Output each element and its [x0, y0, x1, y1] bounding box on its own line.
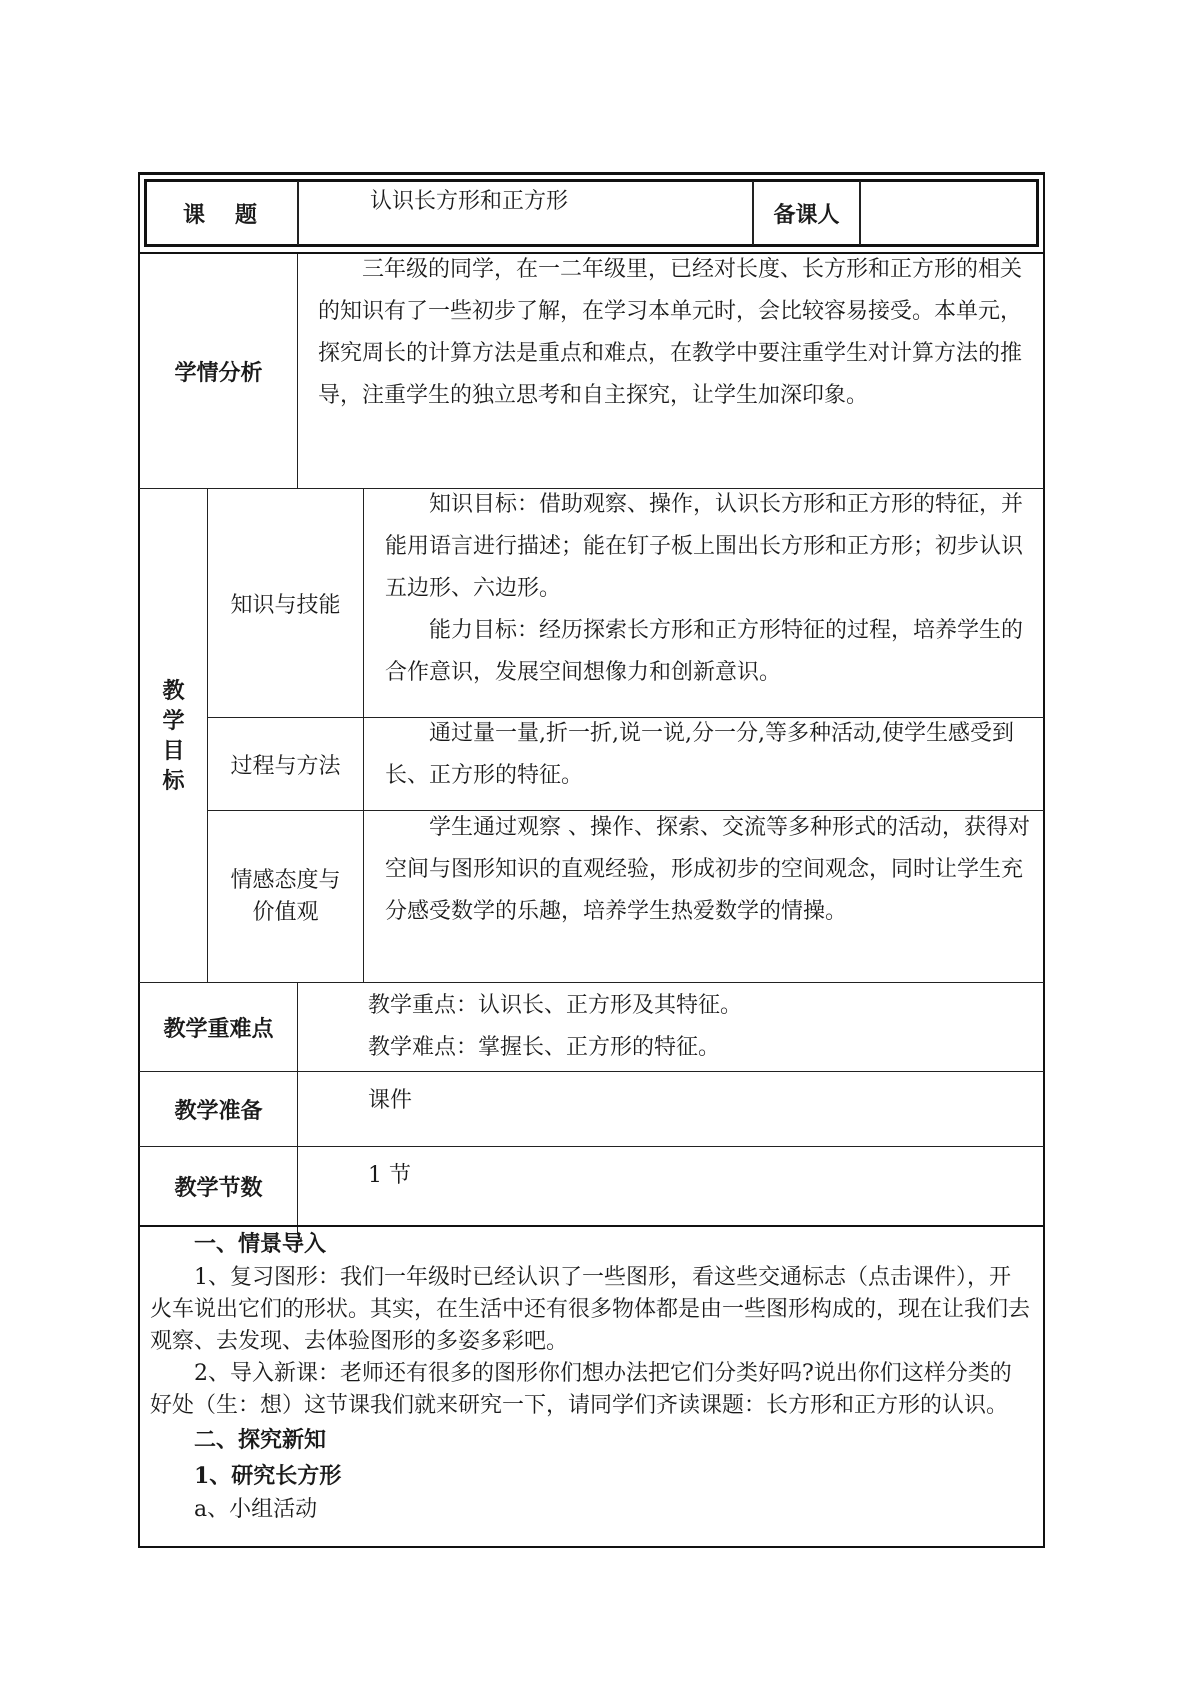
analysis-text: 三年级的同学，在一二年级里，已经对长度、长方形和正方形的相关的知识有了一些初步了解，在学习本单元时，会比较容易接受。本单元，探究周长的计算方法是重点和难点，在教学中要注重学生对计算方法的推导，注重学生的独立思考和自主探究，让学生加深印象。	[318, 257, 1023, 408]
process-method-label: 过程与方法	[230, 753, 341, 779]
body-paragraph: 1、复习图形：我们一年级时已经认识了一些图形，看这些交通标志（点击课件），开火车说出它们的形状。其实，在生活中还有很多物体都是由一些图形构成的，现在让我们去观察、去发现、去体验图形的多姿多彩吧。	[150, 1265, 1031, 1354]
body-paragraph: a、小组活动	[194, 1497, 318, 1522]
preparer-label: 备课人	[773, 201, 840, 228]
goals-label: 教 学 目 标	[162, 677, 185, 794]
process-method-text: 通过量一量,折一折,说一说,分一分,等多种活动,使学生感受到长、正方形的特征。	[385, 721, 1014, 788]
key-point-difficulty: 教学难点：掌握长、正方形的特征。	[368, 1035, 721, 1060]
key-point-focus: 教学重点：认识长、正方形及其特征。	[368, 993, 743, 1018]
lesson-body	[150, 1226, 1030, 1526]
knowledge-skills-text: 知识目标：借助观察、操作，认识长方形和正方形的特征，并能用语言进行描述；能在钉子板上围出长方形和正方形；初步认识五边形、六边形。 能力目标：经历探索长方形和正方形特征的过程，培养学生的合作意识，发展空间想像力和创新意识。	[385, 492, 1024, 685]
key-points-text	[368, 985, 1028, 1069]
knowledge-skills-label: 知识与技能	[230, 592, 341, 618]
periods-value: 1 节	[368, 1163, 411, 1188]
section-heading-intro: 一、情景导入	[194, 1231, 327, 1257]
topic-value: 认识长方形和正方形	[370, 189, 569, 214]
preparation-value: 课件	[368, 1088, 413, 1113]
periods-label: 教学节数	[174, 1174, 263, 1201]
emotion-values-label: 情感态度与 价值观	[230, 867, 341, 925]
emotion-values-text: 学生通过观察 、操作、探索、交流等多种形式的活动，获得对空间与图形知识的直观经验，形成初步的空间观念，同时让学生充分感受数学的乐趣，培养学生热爱数学的情操。	[385, 815, 1030, 924]
subsection-heading: 1、研究长方形	[194, 1463, 342, 1489]
body-paragraph: 2、导入新课：老师还有很多的图形你们想办法把它们分类好吗?说出你们这样分类的好处（生：想）这节课我们就来研究一下，请同学们齐读课题：长方形和正方形的认识。	[150, 1361, 1012, 1418]
key-points-label: 教学重难点	[163, 1015, 274, 1042]
analysis-label: 学情分析	[174, 359, 263, 386]
section-heading-explore: 二、探究新知	[194, 1427, 327, 1453]
preparation-label: 教学准备	[174, 1097, 263, 1124]
topic-label: 课 题	[182, 201, 261, 228]
